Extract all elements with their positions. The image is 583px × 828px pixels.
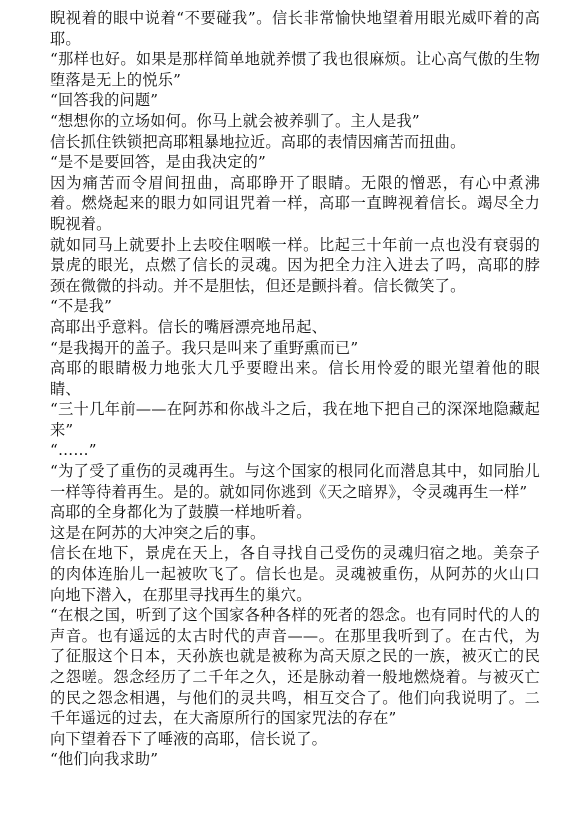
paragraph: “那样也好。如果是那样简单地就养惯了我也很麻烦。让心高气傲的生物堕落是无上的悦乐” [50, 50, 540, 89]
paragraph: 高耶出乎意料。信长的嘴唇漂亮地吊起、 [50, 317, 327, 336]
paragraph: 这是在阿苏的大冲突之后的事。 [50, 523, 266, 542]
paragraph: “……” [50, 441, 97, 460]
paragraph: “他们向我求助” [50, 750, 159, 769]
paragraph: 高耶的全身都化为了鼓膜一样地听着。 [50, 503, 312, 522]
paragraph: 因为痛苦而令眉间扭曲，高耶睁开了眼睛。无限的憎恶，有心中煮沸着。燃烧起来的眼力如同诅咒着一样，高耶一直睥视着信长。竭尽全力睨视着。 [50, 173, 540, 233]
paragraph: 睨视着的眼中说着“不要碰我”。信长非常愉快地望着用眼光威吓着的高耶。 [50, 9, 540, 48]
paragraph: “回答我的问题” [50, 91, 159, 110]
paragraph: “三十几年前——在阿苏和你战斗之后，我在地下把自己的深深地隐藏起来” [50, 400, 540, 439]
paragraph: “为了受了重伤的灵魂再生。与这个国家的根同化而潜息其中，如同胎儿一样等待着再生。是的。就如同你逃到《天之暗界》，令灵魂再生一样” [50, 462, 540, 501]
paragraph: 高耶的眼睛极力地张大几乎要瞪出来。信长用怜爱的眼光望着他的眼睛、 [50, 359, 540, 398]
paragraph: “想想你的立场如何。你马上就会被养驯了。主人是我” [50, 111, 420, 130]
paragraph: 就如同马上就要扑上去咬住咽喉一样。比起三十年前一点也没有衰弱的景虎的眼光，点燃了信长的灵魂。因为把全力注入进去了吗，高耶的脖颈在微微的抖动。并不是胆怯，但还是颤抖着。信长微笑了。 [50, 235, 540, 295]
body-text [50, 8, 540, 770]
paragraph: “不是我” [50, 297, 113, 316]
paragraph: 信长抓住铁锁把高耶粗暴地拉近。高耶的表情因痛苦而扭曲。 [50, 132, 466, 151]
paragraph: “在根之国，听到了这个国家各种各样的死者的怨念。也有同时代的人的声音。也有遥远的太古时代的声音——。在那里我听到了。在古代，为了征服这个日本，天孙族也就是被称为高天原之民的一族，被灭亡的民之怨嗟。怨念经历了二千年之久，还是脉动着一般地燃烧着。与被灭亡的民之怨念相遇，与他们的灵共鸣，相互交合了。他们向我说明了。二千年遥远的过去，在大斋原所行的国家咒法的存在” [50, 606, 540, 728]
paragraph: “是我揭开的盖子。我只是叫来了重野熏而已” [50, 338, 359, 357]
paragraph: “是不是要回答，是由我决定的” [50, 153, 266, 172]
paragraph: 向下望着吞下了唾液的高耶，信长说了。 [50, 729, 327, 748]
paragraph: 信长在地下，景虎在天上，各自寻找自己受伤的灵魂归宿之地。美奈子的肉体连胎儿一起被吹飞了。信长也是。灵魂被重伤，从阿苏的火山口向地下潜入，在那里寻找再生的巢穴。 [50, 544, 540, 604]
